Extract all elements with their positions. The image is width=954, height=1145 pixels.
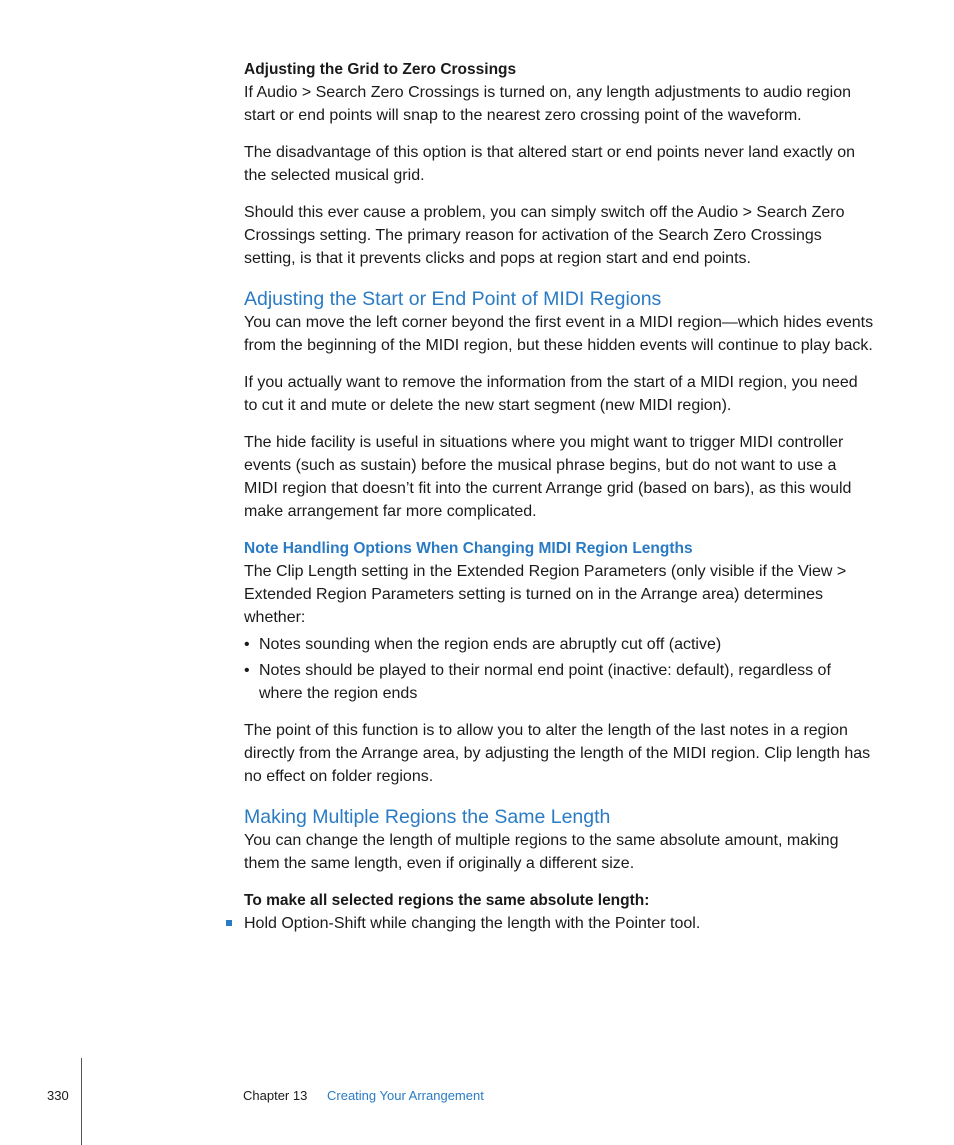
chapter-label: Chapter 13 [243,1088,308,1103]
paragraph: The point of this function is to allow you to alter the length of the last notes in a region directly from the Arrange area, by adjusting the length of the MIDI region. Clip length has no effect on folder regions. [244,722,871,785]
bullet-dot-icon: • [244,636,250,653]
bullet-dot-icon: • [244,662,250,679]
page-number: 330 [47,1088,69,1103]
paragraph: If you actually want to remove the information from the start of a MIDI region, you need to cut it and mute or delete the new start segment (new MIDI region). [244,374,858,414]
page-body [244,58,874,935]
paragraph: You can move the left corner beyond the first event in a MIDI region—which hides events from the beginning of the MIDI region, but these hidden events will continue to play back. [244,314,874,354]
paragraph: The Clip Length setting in the Extended Region Parameters (only visible if the View > Extended Region Parameters setting is turned on in the Arrange area) determines whether: [244,563,847,626]
paragraph: Should this ever cause a problem, you can simply switch off the Audio > Search Zero Crossings setting. The primary reason for activation of the Search Zero Crossings setting, is that it prevents clicks and pops at region start and end points. [244,204,845,267]
list-item [244,659,874,705]
task-heading: To make all selected regions the same absolute length: [244,892,650,909]
list-item-text: Notes should be played to their normal end point (inactive: default), regardless of where the region ends [259,662,831,702]
run-in-heading-zero-crossings: Adjusting the Grid to Zero Crossings [244,61,517,78]
step-square-icon [226,920,232,926]
paragraph: The hide facility is useful in situations where you might want to trigger MIDI controller events (such as sustain) before the musical phrase begins, but do not want to use a MIDI region that doesn’t fit into the current Arrange grid (based on bars), as this would make arrangement far more complicated. [244,434,852,520]
paragraph: If Audio > Search Zero Crossings is turned on, any length adjustments to audio region start or end points will snap to the nearest zero crossing point of the waveform. [244,84,852,124]
chapter-title: Creating Your Arrangement [327,1088,484,1103]
paragraph: The disadvantage of this option is that altered start or end points never land exactly on the selected musical grid. [244,144,856,184]
subsection-heading-note-handling: Note Handling Options When Changing MIDI Region Lengths [244,540,693,557]
task-step [244,912,874,935]
task-step-text: Hold Option-Shift while changing the length with the Pointer tool. [244,915,701,932]
section-heading-same-length: Making Multiple Regions the Same Length [244,806,611,828]
paragraph: You can change the length of multiple regions to the same absolute amount, making them the same length, even if originally a different size. [244,832,839,872]
footer-divider [81,1058,82,1145]
list-item [244,633,874,656]
bullet-list [244,633,874,705]
list-item-text: Notes sounding when the region ends are abruptly cut off (active) [259,636,722,653]
section-heading-midi-start-end: Adjusting the Start or End Point of MIDI Regions [244,288,662,310]
